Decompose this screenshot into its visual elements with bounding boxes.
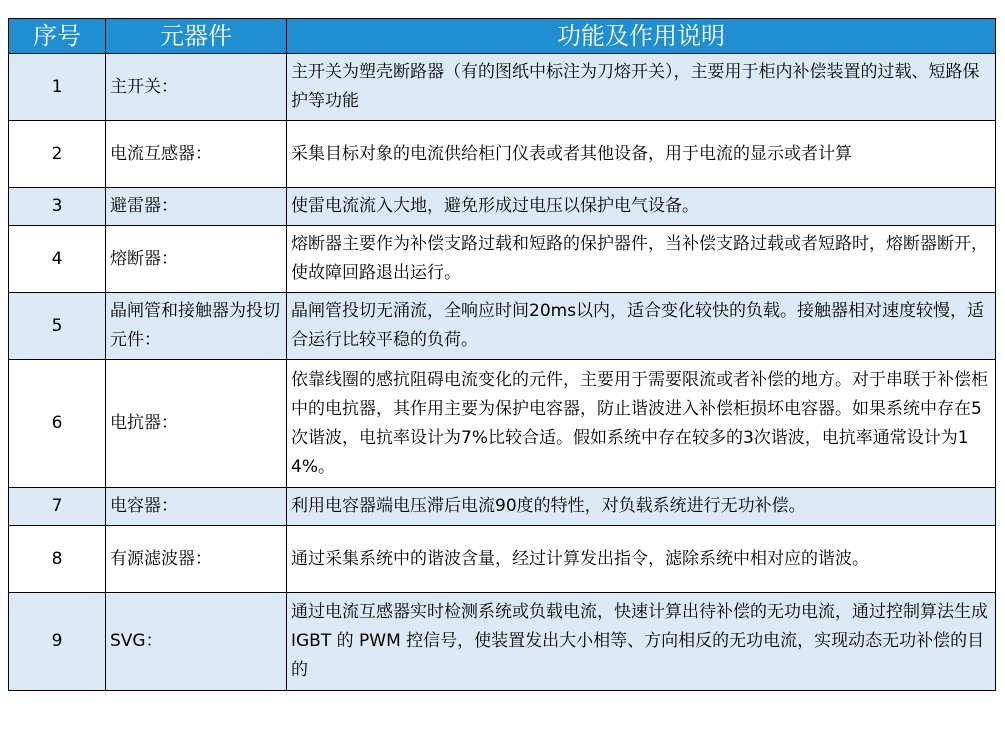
row-index: 7 bbox=[9, 488, 106, 526]
row-description: 依靠线圈的感抗阻碍电流变化的元件，主要用于需要限流或者补偿的地方。对于串联于补偿柜中的电抗器，其作用主要为保护电容器，防止谐波进入补偿柜损坏电容器。如果系统中存在5次谐波，电抗率设计为7%比较合适。假如系统中存在较多的3次谐波，电抗率通常设计为14%。 bbox=[287, 360, 996, 488]
table-body bbox=[9, 54, 996, 691]
row-description: 熔断器主要作为补偿支路过载和短路的保护器件，当补偿支路过载或者短路时，熔断器断开，使故障回路退出运行。 bbox=[287, 226, 996, 293]
row-index: 6 bbox=[9, 360, 106, 488]
table-row bbox=[9, 226, 996, 293]
row-component: 晶闸管和接触器为投切元件： bbox=[106, 293, 287, 360]
table-row bbox=[9, 121, 996, 188]
table-row bbox=[9, 54, 996, 121]
row-component: 主开关： bbox=[106, 54, 287, 121]
header-row bbox=[9, 19, 996, 54]
row-description: 使雷电流流入大地，避免形成过电压以保护电气设备。 bbox=[287, 188, 996, 226]
row-component: 避雷器： bbox=[106, 188, 287, 226]
row-description: 采集目标对象的电流供给柜门仪表或者其他设备，用于电流的显示或者计算 bbox=[287, 121, 996, 188]
row-component: SVG： bbox=[106, 593, 287, 691]
row-index: 2 bbox=[9, 121, 106, 188]
row-index: 3 bbox=[9, 188, 106, 226]
table-row bbox=[9, 360, 996, 488]
row-description: 主开关为塑壳断路器（有的图纸中标注为刀熔开关），主要用于柜内补偿装置的过载、短路保护等功能 bbox=[287, 54, 996, 121]
row-component: 有源滤波器： bbox=[106, 526, 287, 593]
row-component: 电容器： bbox=[106, 488, 287, 526]
row-component: 熔断器： bbox=[106, 226, 287, 293]
row-description: 通过电流互感器实时检测系统或负载电流，快速计算出待补偿的无功电流，通过控制算法生成 IGBT 的 PWM 控信号，使装置发出大小相等、方向相反的无功电流，实现动态无功补偿的目的 bbox=[287, 593, 996, 691]
header-index: 序号 bbox=[9, 19, 106, 54]
row-index: 1 bbox=[9, 54, 106, 121]
component-table bbox=[8, 18, 996, 691]
header-component: 元器件 bbox=[106, 19, 287, 54]
table-header bbox=[9, 19, 996, 54]
header-description: 功能及作用说明 bbox=[287, 19, 996, 54]
row-description: 晶闸管投切无涌流，全响应时间20ms以内，适合变化较快的负载。接触器相对速度较慢，适合运行比较平稳的负荷。 bbox=[287, 293, 996, 360]
table-row bbox=[9, 488, 996, 526]
row-index: 4 bbox=[9, 226, 106, 293]
row-component: 电流互感器： bbox=[106, 121, 287, 188]
row-description: 通过采集系统中的谐波含量，经过计算发出指令，滤除系统中相对应的谐波。 bbox=[287, 526, 996, 593]
row-description: 利用电容器端电压滞后电流90度的特性，对负载系统进行无功补偿。 bbox=[287, 488, 996, 526]
table-row bbox=[9, 188, 996, 226]
row-index: 5 bbox=[9, 293, 106, 360]
row-index: 9 bbox=[9, 593, 106, 691]
row-index: 8 bbox=[9, 526, 106, 593]
table-row bbox=[9, 593, 996, 691]
table-row bbox=[9, 526, 996, 593]
table-row bbox=[9, 293, 996, 360]
row-component: 电抗器： bbox=[106, 360, 287, 488]
